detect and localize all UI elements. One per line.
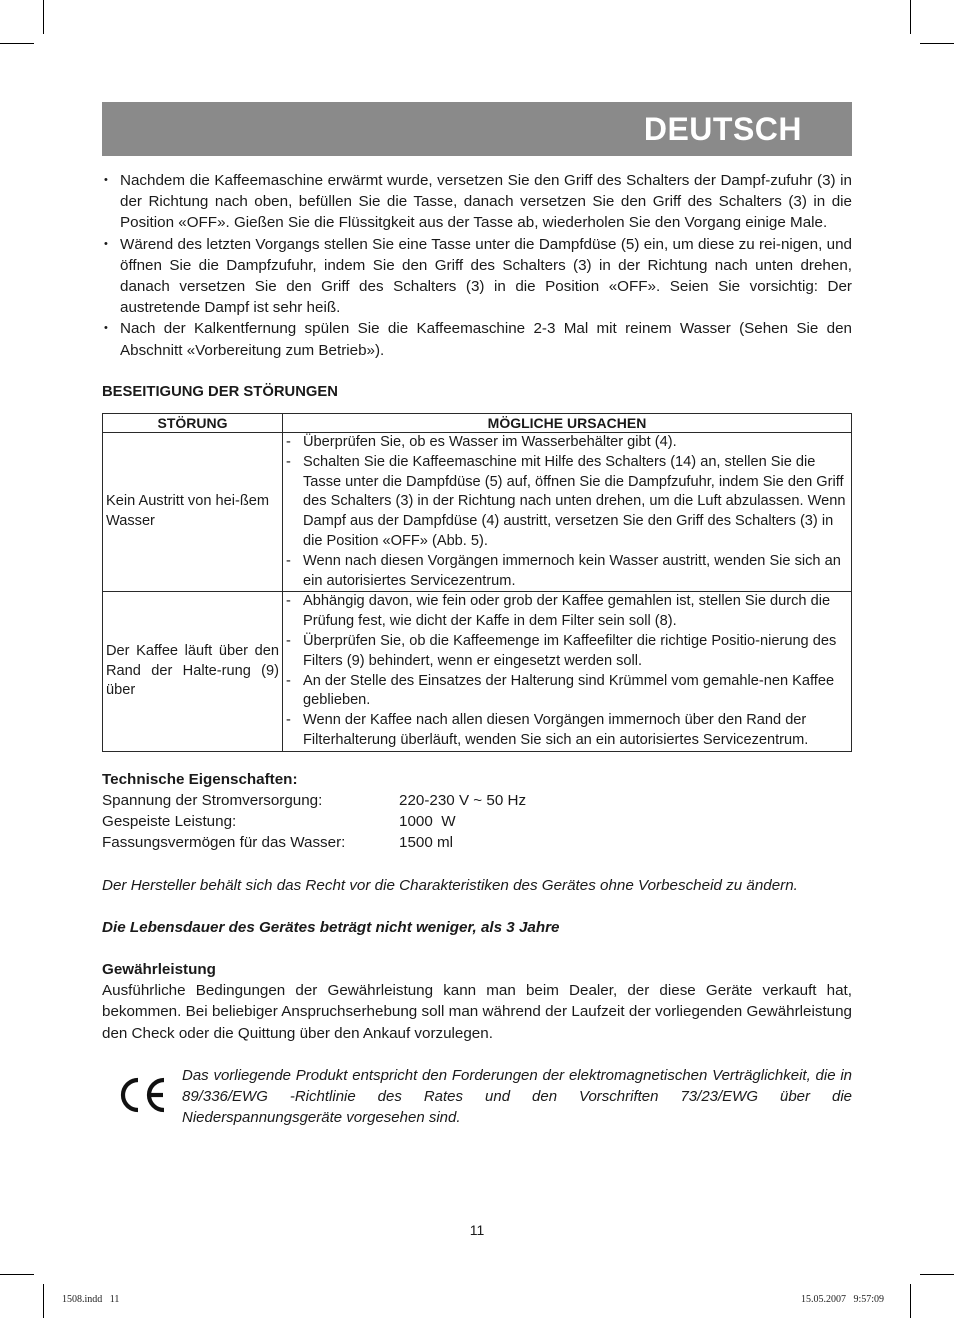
bullet-icon: • — [104, 174, 108, 186]
spec-label: Fassungsvermögen für das Wasser: — [102, 834, 346, 852]
cause-item: - Überprüfen Sie, ob es Wasser im Wasserbehälter gibt (4). — [283, 433, 849, 453]
dash-icon: - — [286, 552, 291, 569]
bullet-icon: • — [104, 237, 108, 250]
page-content — [102, 170, 852, 1128]
problem-cell: Der Kaffee läuft über den Rand der Halte-rung (9) über — [103, 592, 283, 751]
crop-mark — [910, 0, 911, 34]
cause-item: - An der Stelle des Einsatzes der Halterung sind Krümmel vom gemahle-nen Kaffee geblieben. — [286, 672, 835, 709]
spec-row — [102, 790, 852, 811]
dash-icon: - — [286, 593, 291, 610]
spec-label: Gespeiste Leistung: — [102, 813, 237, 831]
table-row — [103, 433, 852, 592]
crop-mark — [0, 43, 34, 44]
spec-row — [102, 832, 852, 853]
ce-compliance — [102, 1065, 852, 1129]
disclaimer-text: Der Hersteller behält sich das Recht vor die Charakteristiken des Gerätes ohne Vorbescheid zu ändern. — [102, 876, 798, 894]
dash-icon: - — [286, 434, 291, 451]
language-banner — [102, 102, 852, 156]
ce-compliance-text: Das vorliegende Produkt entspricht den Forderungen der elektromagnetischen Verträglichkeit, die in 89/336/EWG -Richtlinie des Rates und den Vorschriften 73/23/EWG über die Niederspannungsgeräte vorgesehen sind. — [182, 1066, 852, 1127]
date-slug: 15.05.2007 9:57:09 — [800, 1294, 884, 1305]
column-header-problem: STÖRUNG — [103, 414, 283, 433]
table-row — [103, 592, 852, 751]
cause-item: - Wenn nach diesen Vorgängen immernoch kein Wasser austritt, wenden Sie sich an ein autorisiertes Servicezentrum. — [286, 552, 841, 589]
list-item: • Nach der Kalkentfernung spülen Sie die Kaffeemaschine 2-3 Mal mit reinem Wasser (Sehen Sie den Abschnitt «Vorbereitung zum Betrieb»). — [104, 320, 852, 359]
spec-value: 1000 W — [399, 813, 456, 831]
crop-mark — [0, 1274, 34, 1275]
table-header-row — [103, 414, 852, 433]
crop-mark — [43, 0, 44, 34]
warranty-heading: Gewährleistung — [102, 961, 216, 978]
dash-icon: - — [286, 672, 291, 689]
specs-heading: Technische Eigenschaften: — [102, 770, 298, 788]
page-title: DEUTSCH — [643, 111, 802, 147]
spec-value: 1500 ml — [399, 834, 454, 852]
dash-icon: - — [286, 453, 291, 470]
spec-value: 220-230 V ~ 50 Hz — [399, 791, 527, 809]
lifetime-text: Die Lebensdauer des Gerätes beträgt nicht weniger, als 3 Jahre — [102, 918, 560, 936]
cause-item: - Wenn der Kaffee nach allen diesen Vorgängen immernoch über den Rand der Filterhalterung überläuft, wenden Sie sich an ein autorisiertes Servicezentrum. — [286, 712, 809, 748]
column-header-causes: MÖGLICHE URSACHEN — [283, 414, 852, 433]
causes-cell — [283, 592, 852, 751]
instruction-list — [102, 170, 852, 361]
crop-mark — [910, 1284, 911, 1318]
page-number: 11 — [469, 1222, 485, 1238]
crop-mark — [920, 1274, 954, 1275]
spec-label: Spannung der Stromversorgung: — [102, 791, 323, 809]
troubleshooting-heading: BESEITIGUNG DER STÖRUNGEN — [102, 383, 338, 400]
bullet-icon: • — [104, 322, 108, 335]
file-slug: 1508.indd 11 — [62, 1294, 120, 1305]
cause-item: - Überprüfen Sie, ob die Kaffeemenge im Kaffeefilter die richtige Positio-nierung des Filters (9) behindert, wenn er eingesetzt werden soll. — [286, 633, 837, 669]
cause-item: - Abhängig davon, wie fein oder grob der Kaffee gemahlen ist, stellen Sie durch die Prüfung fest, wie dicht der Kaffe in dem Filter sein soll (8). — [286, 593, 831, 630]
dash-icon: - — [286, 712, 291, 729]
cause-item: - Schalten Sie die Kaffeemaschine mit Hilfe des Schalters (14) an, stellen Sie die Tasse unter die Dampfdüse (5) auf, öffnen Sie die Dampfzufuhr, indem Sie den Griff des Schalters (3) in der Richtung nach unten drehen, um die Luft abzulassen. Wenn Dampf aus der Dampfdüse (4) austritt, versetzen Sie den Griff des Schalters (3) in die Position «OFF» (Abb. 5). — [286, 453, 846, 550]
list-item: • Wärend des letzten Vorgangs stellen Sie eine Tasse unter die Dampfdüse (5) ein, um diese zu rei-nigen, und öffnen Sie die Dampfzufuhr, indem Sie den Griff des Schalters (3) in der Richtung nach unten drehen, danach versetzen Sie den Griff des Schalters (3) in die Position «OFF». Seien Sie vorsichtig: Der austretende Dampf ist sehr heiß. — [104, 235, 852, 317]
problem-cell: Kein Austritt von hei-ßem Wasser — [103, 433, 283, 592]
crop-mark — [43, 1284, 44, 1318]
list-item: • Nachdem die Kaffeemaschine erwärmt wurde, versetzen Sie den Griff des Schalters der Dampf-zufuhr (3) in der Richtung nach oben, befüllen Sie die Tasse, danach versetzen Sie den Griff des Schalters (3) in die Position «OFF». Gießen Sie die Flüssitgkeit aus der Tasse ab, wiederholen Sie den Vorgang einige Male. — [104, 172, 852, 232]
ce-mark-icon — [116, 1075, 168, 1115]
spec-row — [102, 811, 852, 832]
causes-cell — [283, 433, 852, 592]
warranty-text: Ausführliche Bedingungen der Gewährleistung kann man beim Dealer, der diese Geräte verkauft hat, bekommen. Bei beliebiger Anspruchserhebung soll man während der Laufzeit der vorliegenden Gewährleistung den Check oder die Quittung über den Ankauf vorzulegen. — [102, 982, 852, 1042]
troubleshooting-table — [102, 413, 852, 752]
dash-icon: - — [286, 633, 291, 649]
crop-mark — [920, 43, 954, 44]
